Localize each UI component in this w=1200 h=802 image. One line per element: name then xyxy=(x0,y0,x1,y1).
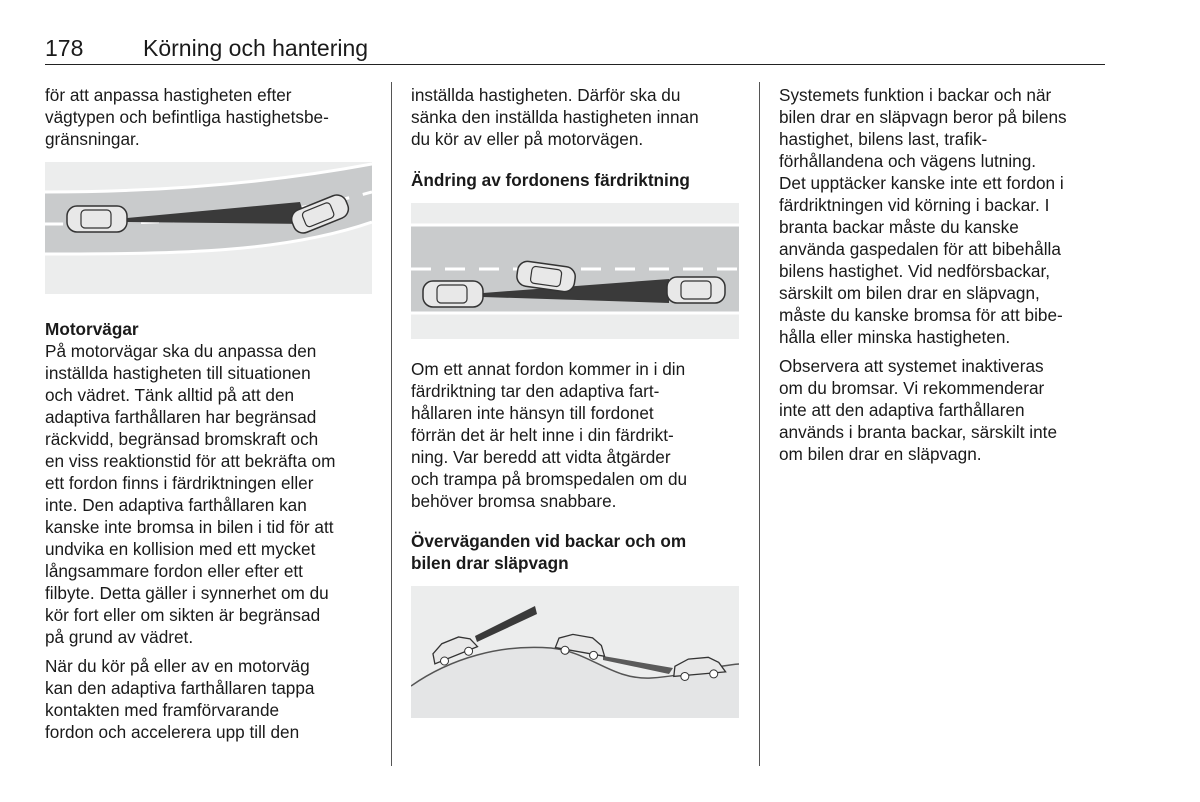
hills-radar-illustration xyxy=(411,586,739,718)
column-divider-1 xyxy=(391,82,392,766)
car-ahead-icon xyxy=(667,277,725,303)
col2-para1: Om ett annat fordon kommer in i din färdriktning tar den adaptiva fart- hållaren inte hänsyn till fordonet förrän det är helt inne i din färdrikt- ning. Var beredd att vidta åtgärder och trampa på bromspedalen om du behöver bromsa snabbare. xyxy=(411,359,688,511)
col3-para1: Systemets funktion i backar och när bilen drar en släpvagn beror på bilens hastighet, bilens last, trafik- förhållandena och vägens lutning. Det upptäcker kanske inte ett fordon i färdriktningen vid körning i backar. I branta backar måste du kanske använda gaspedalen för att bibehålla bilens hastighet. Vid nedförsbackar, särskilt om bilen drar en släpvagn, måste du kanske bromsa för att bibe- hålla eller minska hastigheten. xyxy=(779,85,1067,347)
page-header xyxy=(45,34,1105,65)
heading-fardriktning: Ändring av fordonens färdriktning xyxy=(411,170,690,190)
col1-para2: När du kör på eller av en motorväg kan den adaptiva farthållaren tappa kontakten med framförvarande fordon och accelerera upp till den xyxy=(45,656,315,742)
column-2-heading1 xyxy=(411,169,746,197)
column-2-body xyxy=(411,358,746,519)
hill-terrain xyxy=(411,647,739,718)
own-car-icon xyxy=(423,281,483,307)
figure-curve-road xyxy=(45,162,372,294)
column-2 xyxy=(411,84,746,157)
heading-backar: Överväganden vid backar och om bilen drar släpvagn xyxy=(411,531,687,573)
column-2-heading2 xyxy=(411,530,746,580)
radar-beam-uphill xyxy=(475,606,537,642)
column-3 xyxy=(779,84,1109,472)
column-1-body xyxy=(45,318,380,750)
page-number: 178 xyxy=(45,35,84,61)
lane-change-radar-illustration xyxy=(411,203,739,339)
col1-para1: På motorvägar ska du anpassa den inställda hastigheten till situationen och vädret. Tänk alltid på att den adaptiva farthållaren har begränsad räckvidd, begränsad bromskraft och en viss reaktionstid för att bekräfta om ett fordon finns i färdriktningen eller inte. Den adaptiva farthållaren kan kanske inte bromsa in bilen i tid för att undvika en kollision med ett mycket långsammare fordon eller efter ett filbyte. Detta gäller i synnerhet om du kör fort eller om sikten är begränsad på grund av vädret. xyxy=(45,341,336,647)
curve-road-radar-illustration xyxy=(45,162,372,294)
col2-intro: inställda hastigheten. Därför ska du sänka den inställda hastigheten innan du kör av eller på motorvägen. xyxy=(411,85,699,149)
own-car-icon xyxy=(67,206,127,232)
column-divider-2 xyxy=(759,82,760,766)
chapter-title: Körning och hantering xyxy=(143,35,369,61)
col1-intro: för att anpassa hastigheten efter vägtypen och befintliga hastighetsbe- gränsningar. xyxy=(45,85,329,149)
col3-para2: Observera att systemet inaktiveras om du bromsar. Vi rekommenderar inte att den adaptiva farthållaren används i branta backar, särskilt inte om bilen drar en släpvagn. xyxy=(779,356,1058,464)
column-1 xyxy=(45,84,380,157)
figure-hills xyxy=(411,586,739,718)
figure-lane-change xyxy=(411,203,739,339)
subheading-motorvagar: Motorvägar xyxy=(45,319,139,339)
